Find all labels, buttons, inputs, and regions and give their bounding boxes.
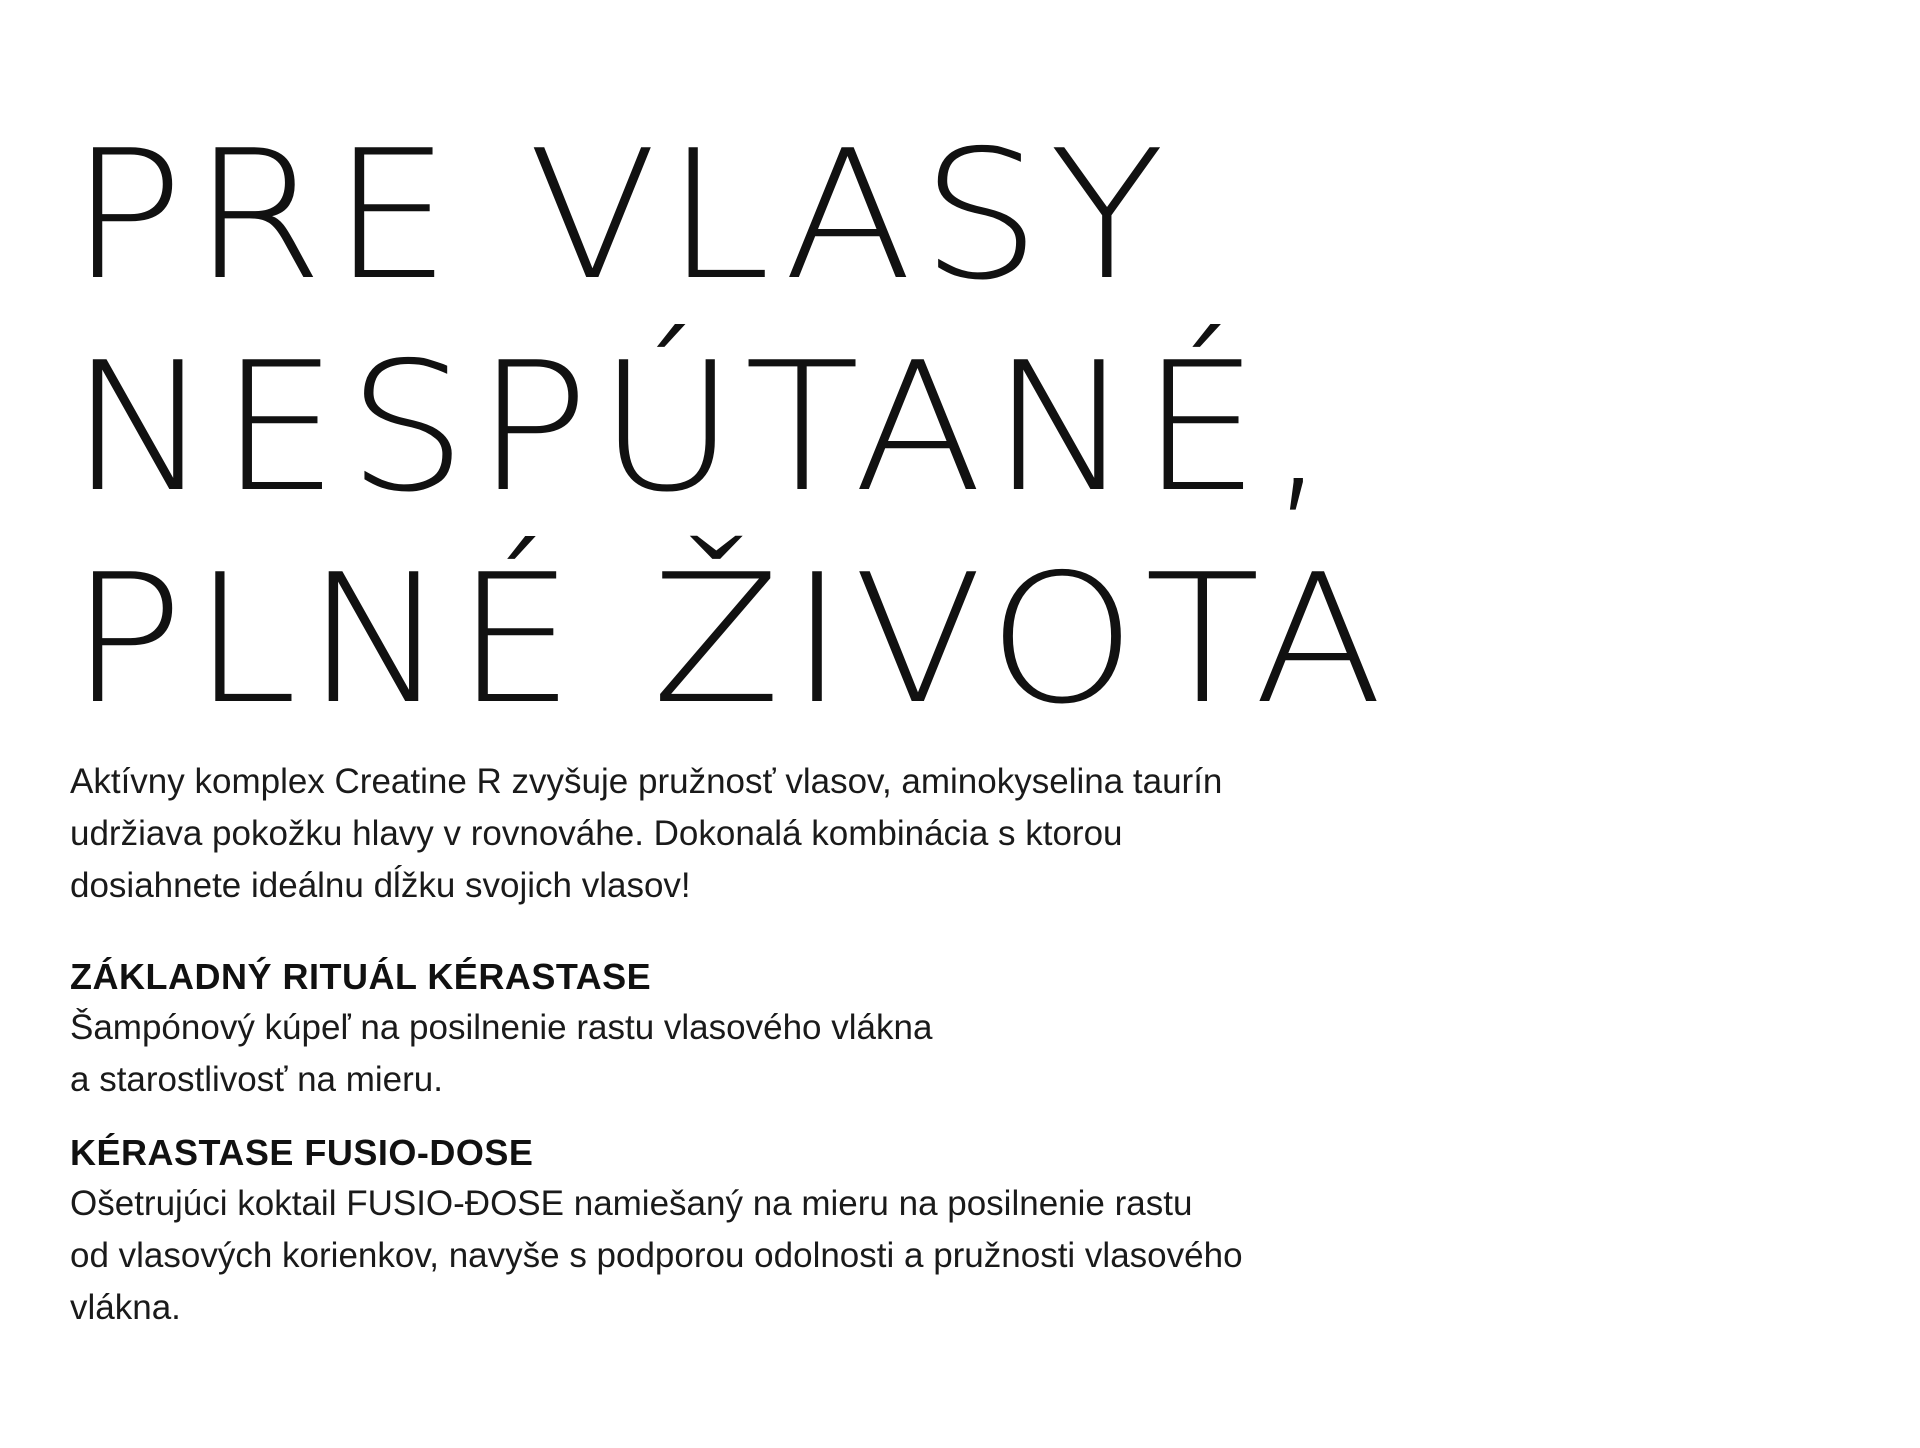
section-text-line: a starostlivosť na mieru. [70,1060,443,1099]
intro-line: Aktívny komplex Creatine R zvyšuje pružnosť vlasov, aminokyselina taurín [70,762,1223,801]
headline-line: NESPÚTANÉ, [70,324,1337,531]
headline-line: PRE VLASY [70,112,1174,319]
intro-line: dosiahnete ideálnu dĺžku svojich vlasov! [70,866,691,905]
section-text [70,1178,1490,1334]
intro-line: udržiava pokožku hlavy v rovnováhe. Dokonalá kombinácia s ktorou [70,814,1123,853]
section-title: ZÁKLADNÝ RITUÁL KÉRASTASE [70,956,652,997]
section-text-line: Šampónový kúpeľ na posilnenie rastu vlasového vlákna [70,1008,933,1047]
intro-paragraph [70,756,1490,912]
section-text-line: vlákna. [70,1288,181,1327]
section-text-line: Ošetrujúci koktail FUSIO-ĐOSE namiešaný na mieru na posilnenie rastu [70,1184,1193,1223]
section-fusio-dose [70,1128,1490,1334]
section-title: KÉRASTASE FUSIO-DOSE [70,1132,534,1173]
headline [70,110,1392,746]
headline-line: PLNÉ ŽIVOTA [70,536,1392,743]
section-basic-ritual [70,952,1490,1106]
section-text-line: od vlasových korienkov, navyše s podporou odolnosti a pružnosti vlasového [70,1236,1243,1275]
body-content [70,756,1490,1356]
section-text [70,1002,1490,1106]
